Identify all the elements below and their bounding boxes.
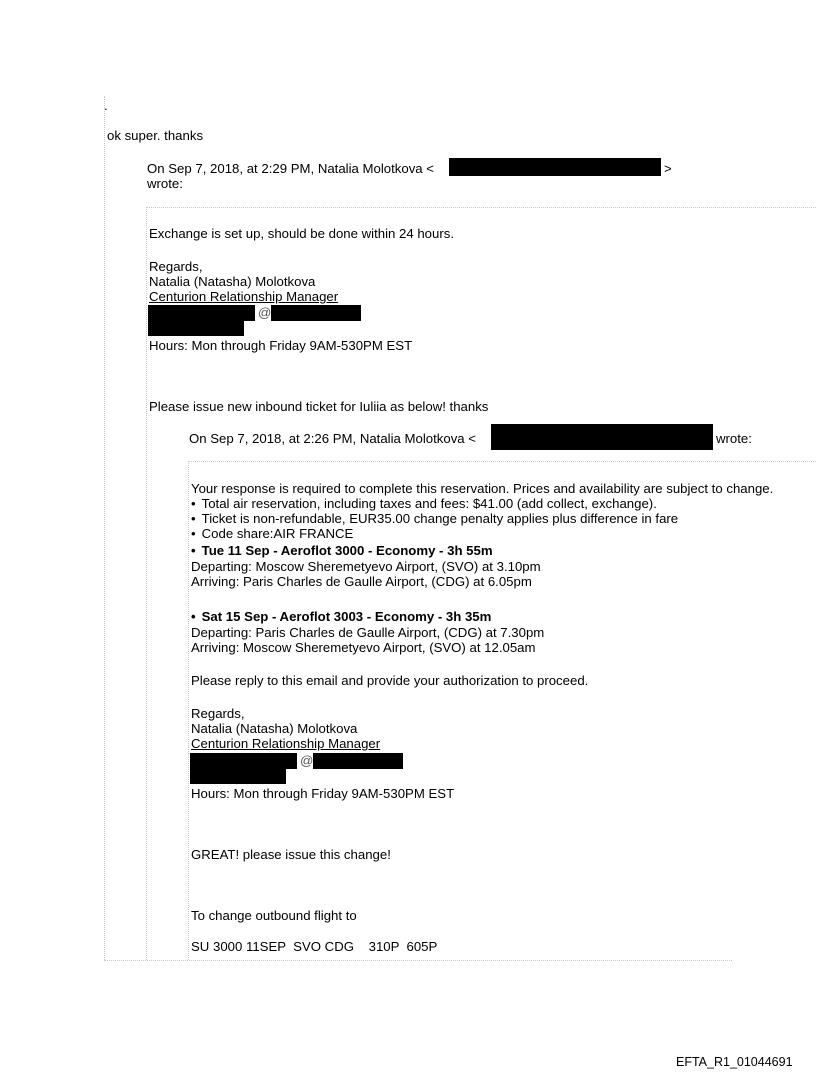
quote1-top-border — [146, 207, 816, 208]
quote2-great: GREAT! please issue this change! — [191, 847, 391, 862]
flight1-heading: • Tue 11 Sep - Aeroflot 3000 - Economy - 3h 55m — [191, 543, 493, 558]
outer-quote-border — [104, 96, 105, 960]
bullet-item: • Total air reservation, including taxes and fees: $41.00 (add collect, exchange). — [191, 496, 657, 511]
document-reference-number: EFTA_R1_01044691 — [676, 1055, 793, 1069]
quote2-intro: Your response is required to complete this reservation. Prices and availability are subject to change. — [191, 481, 774, 496]
flight2-arrive: Arriving: Moscow Sheremetyevo Airport, (SVO) at 12.05am — [191, 640, 536, 655]
quote2-title: Centurion Relationship Manager — [191, 736, 381, 751]
quote1-body: Exchange is set up, should be done within 24 hours. — [149, 226, 454, 241]
quote1-hours: Hours: Mon through Friday 9AM-530PM EST — [149, 338, 413, 353]
quote2-flight-code: SU 3000 11SEP SVO CDG 310P 605P — [191, 939, 438, 954]
quote1-at-sign: @ — [258, 305, 272, 320]
quote2-header: On Sep 7, 2018, at 2:26 PM, Natalia Molotkova < — [189, 431, 476, 446]
quote2-regards: Regards, — [191, 706, 245, 721]
redacted-contact-2b — [313, 753, 403, 769]
redacted-email-1 — [449, 158, 661, 176]
redacted-contact-1c — [148, 321, 244, 336]
quote2-name: Natalia (Natasha) Molotkova — [191, 721, 358, 736]
quote1-reply: Please issue new inbound ticket for Iuliia as below! thanks — [149, 399, 489, 414]
quote2-top-border — [188, 461, 816, 462]
redacted-contact-1a — [148, 305, 255, 321]
bullet-item: • Ticket is non-refundable, EUR35.00 change penalty applies plus difference in fare — [191, 511, 678, 526]
quote1-header-wrote: wrote: — [147, 176, 183, 191]
quote2-at-sign: @ — [300, 753, 314, 768]
flight2-depart: Departing: Paris Charles de Gaulle Airport, (CDG) at 7.30pm — [191, 625, 545, 640]
flight2-heading: • Sat 15 Sep - Aeroflot 3003 - Economy - 3h 35m — [191, 609, 491, 624]
quote2-header-wrote: wrote: — [716, 431, 752, 446]
quote2-border — [188, 461, 189, 960]
outer-quote-bottom-border — [104, 960, 732, 961]
leading-dot: . — [104, 98, 108, 113]
redacted-contact-2c — [190, 769, 286, 784]
flight1-depart: Departing: Moscow Sheremetyevo Airport, (SVO) at 3.10pm — [191, 559, 541, 574]
quote1-name: Natalia (Natasha) Molotkova — [149, 274, 316, 289]
quote1-header-prefix: On Sep 7, 2018, at 2:29 PM, Natalia Molotkova < — [147, 161, 434, 176]
quote1-header — [147, 161, 434, 176]
quote1-border — [146, 207, 147, 960]
bullet-item: • Code share:AIR FRANCE — [191, 526, 353, 541]
quote1-title: Centurion Relationship Manager — [149, 289, 339, 304]
quote1-regards: Regards, — [149, 259, 203, 274]
quote2-hours: Hours: Mon through Friday 9AM-530PM EST — [191, 786, 455, 801]
flight1-arrive: Arriving: Paris Charles de Gaulle Airport, (CDG) at 6.05pm — [191, 574, 532, 589]
redacted-email-2 — [491, 424, 713, 450]
redacted-contact-2a — [190, 753, 297, 769]
redacted-contact-1b — [271, 305, 361, 321]
quote1-header-suffix: > — [664, 161, 672, 176]
quote2-change: To change outbound flight to — [191, 908, 357, 923]
reply-top: ok super. thanks — [107, 128, 204, 143]
quote2-authorize: Please reply to this email and provide your authorization to proceed. — [191, 673, 589, 688]
